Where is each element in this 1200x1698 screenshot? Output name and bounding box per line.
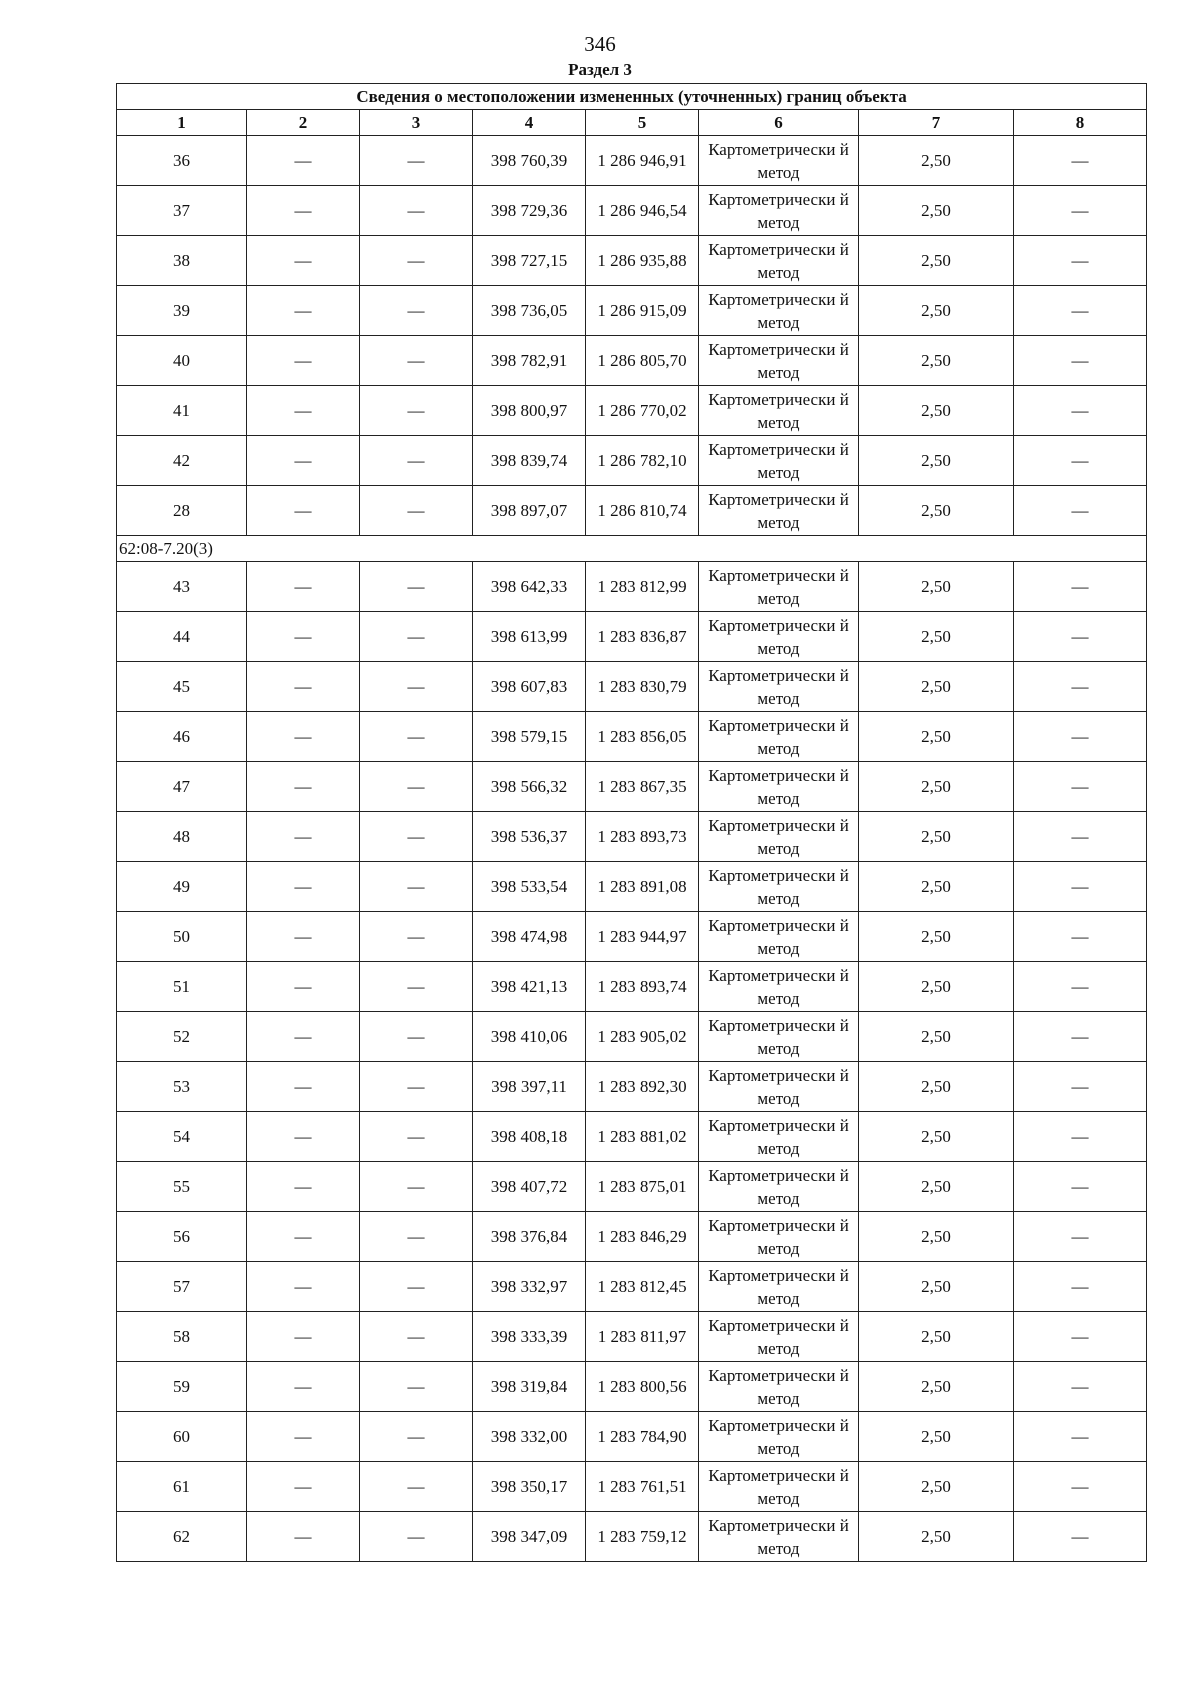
point-number-cell: 51 [117,962,247,1012]
column-3-cell: — [360,486,473,536]
x-coordinate-cell: 398 421,13 [473,962,586,1012]
x-coordinate-cell: 398 347,09 [473,1512,586,1562]
point-number-cell: 53 [117,1062,247,1112]
y-coordinate-cell: 1 283 893,73 [586,812,699,862]
x-coordinate-cell: 398 376,84 [473,1212,586,1262]
column-2-cell: — [247,912,360,962]
column-2-cell: — [247,136,360,186]
accuracy-cell: 2,50 [859,1062,1014,1112]
column-8-cell: — [1014,186,1147,236]
method-cell: Картометрически й метод [699,1462,859,1512]
accuracy-cell: 2,50 [859,1312,1014,1362]
column-8-cell: — [1014,562,1147,612]
column-8-cell: — [1014,136,1147,186]
column-3-cell: — [360,336,473,386]
column-2-cell: — [247,286,360,336]
y-coordinate-cell: 1 283 830,79 [586,662,699,712]
point-number-cell: 44 [117,612,247,662]
column-8-cell: — [1014,436,1147,486]
y-coordinate-cell: 1 283 891,08 [586,862,699,912]
y-coordinate-cell: 1 286 810,74 [586,486,699,536]
accuracy-cell: 2,50 [859,912,1014,962]
column-3-cell: — [360,386,473,436]
method-cell: Картометрически й метод [699,186,859,236]
y-coordinate-cell: 1 283 836,87 [586,612,699,662]
column-3-cell: — [360,436,473,486]
point-number-cell: 55 [117,1162,247,1212]
y-coordinate-cell: 1 283 800,56 [586,1362,699,1412]
accuracy-cell: 2,50 [859,562,1014,612]
table-row [117,1412,1147,1462]
table-row [117,1362,1147,1412]
table-caption: Сведения о местоположении измененных (уточненных) границ объекта [117,84,1147,110]
method-cell: Картометрически й метод [699,1362,859,1412]
column-8-cell: — [1014,1362,1147,1412]
table-row [117,1162,1147,1212]
point-number-cell: 43 [117,562,247,612]
point-number-cell: 28 [117,486,247,536]
x-coordinate-cell: 398 332,97 [473,1262,586,1312]
method-cell: Картометрически й метод [699,1412,859,1462]
x-coordinate-cell: 398 727,15 [473,236,586,286]
page-number: 346 [584,32,616,56]
column-8-cell: — [1014,1462,1147,1512]
method-cell: Картометрически й метод [699,1312,859,1362]
column-3-cell: — [360,1412,473,1462]
y-coordinate-cell: 1 283 892,30 [586,1062,699,1112]
method-cell: Картометрически й метод [699,286,859,336]
method-cell: Картометрически й метод [699,562,859,612]
column-8-cell: — [1014,1112,1147,1162]
column-8-cell: — [1014,1062,1147,1112]
column-3-cell: — [360,912,473,962]
column-2-cell: — [247,1212,360,1262]
x-coordinate-cell: 398 736,05 [473,286,586,336]
column-2-cell: — [247,1112,360,1162]
column-8-cell: — [1014,1212,1147,1262]
column-header-row [117,110,1147,136]
column-8-cell: — [1014,486,1147,536]
accuracy-cell: 2,50 [859,336,1014,386]
method-cell: Картометрически й метод [699,712,859,762]
column-3-cell: — [360,1012,473,1062]
table-body [117,136,1147,1562]
column-3-cell: — [360,762,473,812]
table-row [117,862,1147,912]
x-coordinate-cell: 398 397,11 [473,1062,586,1112]
accuracy-cell: 2,50 [859,236,1014,286]
point-number-cell: 38 [117,236,247,286]
x-coordinate-cell: 398 839,74 [473,436,586,486]
x-coordinate-cell: 398 332,00 [473,1412,586,1462]
x-coordinate-cell: 398 350,17 [473,1462,586,1512]
accuracy-cell: 2,50 [859,862,1014,912]
column-header-8: 8 [1014,110,1147,136]
method-cell: Картометрически й метод [699,336,859,386]
column-header-3: 3 [360,110,473,136]
point-number-cell: 56 [117,1212,247,1262]
column-header-7: 7 [859,110,1014,136]
column-3-cell: — [360,812,473,862]
x-coordinate-cell: 398 642,33 [473,562,586,612]
point-number-cell: 58 [117,1312,247,1362]
column-3-cell: — [360,186,473,236]
table-row [117,236,1147,286]
column-2-cell: — [247,386,360,436]
column-3-cell: — [360,862,473,912]
point-number-cell: 50 [117,912,247,962]
column-3-cell: — [360,286,473,336]
y-coordinate-cell: 1 283 893,74 [586,962,699,1012]
method-cell: Картометрически й метод [699,486,859,536]
x-coordinate-cell: 398 410,06 [473,1012,586,1062]
column-3-cell: — [360,662,473,712]
column-8-cell: — [1014,812,1147,862]
accuracy-cell: 2,50 [859,1412,1014,1462]
method-cell: Картометрически й метод [699,612,859,662]
x-coordinate-cell: 398 407,72 [473,1162,586,1212]
column-2-cell: — [247,562,360,612]
column-3-cell: — [360,712,473,762]
method-cell: Картометрически й метод [699,862,859,912]
accuracy-cell: 2,50 [859,712,1014,762]
y-coordinate-cell: 1 286 946,54 [586,186,699,236]
column-8-cell: — [1014,912,1147,962]
group-header-row [117,536,1147,562]
method-cell: Картометрически й метод [699,1062,859,1112]
point-number-cell: 40 [117,336,247,386]
x-coordinate-cell: 398 607,83 [473,662,586,712]
method-cell: Картометрически й метод [699,1012,859,1062]
point-number-cell: 39 [117,286,247,336]
y-coordinate-cell: 1 286 770,02 [586,386,699,436]
column-3-cell: — [360,1512,473,1562]
method-cell: Картометрически й метод [699,236,859,286]
column-2-cell: — [247,1362,360,1412]
y-coordinate-cell: 1 283 812,45 [586,1262,699,1312]
point-number-cell: 57 [117,1262,247,1312]
accuracy-cell: 2,50 [859,1212,1014,1262]
column-8-cell: — [1014,1262,1147,1312]
y-coordinate-cell: 1 283 944,97 [586,912,699,962]
table-row [117,1012,1147,1062]
column-3-cell: — [360,1362,473,1412]
y-coordinate-cell: 1 283 761,51 [586,1462,699,1512]
table-caption-row [117,84,1147,110]
table-row [117,912,1147,962]
accuracy-cell: 2,50 [859,386,1014,436]
column-3-cell: — [360,1312,473,1362]
y-coordinate-cell: 1 283 881,02 [586,1112,699,1162]
column-2-cell: — [247,812,360,862]
y-coordinate-cell: 1 286 946,91 [586,136,699,186]
table-row [117,962,1147,1012]
accuracy-cell: 2,50 [859,1462,1014,1512]
column-2-cell: — [247,862,360,912]
y-coordinate-cell: 1 283 812,99 [586,562,699,612]
x-coordinate-cell: 398 800,97 [473,386,586,436]
column-3-cell: — [360,1462,473,1512]
column-8-cell: — [1014,286,1147,336]
y-coordinate-cell: 1 286 782,10 [586,436,699,486]
point-number-cell: 47 [117,762,247,812]
column-8-cell: — [1014,1412,1147,1462]
y-coordinate-cell: 1 283 811,97 [586,1312,699,1362]
table-row [117,1062,1147,1112]
method-cell: Картометрически й метод [699,1512,859,1562]
accuracy-cell: 2,50 [859,1112,1014,1162]
accuracy-cell: 2,50 [859,1012,1014,1062]
accuracy-cell: 2,50 [859,612,1014,662]
column-2-cell: — [247,1162,360,1212]
method-cell: Картометрически й метод [699,386,859,436]
column-2-cell: — [247,236,360,286]
point-number-cell: 37 [117,186,247,236]
y-coordinate-cell: 1 283 875,01 [586,1162,699,1212]
accuracy-cell: 2,50 [859,436,1014,486]
column-2-cell: — [247,1412,360,1462]
point-number-cell: 36 [117,136,247,186]
column-2-cell: — [247,612,360,662]
column-8-cell: — [1014,1162,1147,1212]
accuracy-cell: 2,50 [859,186,1014,236]
method-cell: Картометрически й метод [699,962,859,1012]
method-cell: Картометрически й метод [699,912,859,962]
y-coordinate-cell: 1 286 915,09 [586,286,699,336]
method-cell: Картометрически й метод [699,1112,859,1162]
method-cell: Картометрически й метод [699,136,859,186]
column-3-cell: — [360,1162,473,1212]
column-header-4: 4 [473,110,586,136]
column-3-cell: — [360,136,473,186]
column-8-cell: — [1014,762,1147,812]
x-coordinate-cell: 398 408,18 [473,1112,586,1162]
column-header-1: 1 [117,110,247,136]
table-row [117,1312,1147,1362]
column-8-cell: — [1014,662,1147,712]
column-2-cell: — [247,762,360,812]
table-row [117,1112,1147,1162]
column-3-cell: — [360,562,473,612]
method-cell: Картометрически й метод [699,812,859,862]
point-number-cell: 46 [117,712,247,762]
point-number-cell: 62 [117,1512,247,1562]
accuracy-cell: 2,50 [859,286,1014,336]
table-row [117,336,1147,386]
accuracy-cell: 2,50 [859,1162,1014,1212]
x-coordinate-cell: 398 613,99 [473,612,586,662]
point-number-cell: 59 [117,1362,247,1412]
x-coordinate-cell: 398 333,39 [473,1312,586,1362]
table-row [117,662,1147,712]
column-3-cell: — [360,1262,473,1312]
method-cell: Картометрически й метод [699,762,859,812]
column-2-cell: — [247,336,360,386]
x-coordinate-cell: 398 536,37 [473,812,586,862]
column-2-cell: — [247,1062,360,1112]
table-row [117,562,1147,612]
y-coordinate-cell: 1 286 805,70 [586,336,699,386]
column-2-cell: — [247,1312,360,1362]
method-cell: Картометрически й метод [699,1162,859,1212]
accuracy-cell: 2,50 [859,762,1014,812]
column-8-cell: — [1014,1312,1147,1362]
table-row [117,386,1147,436]
table-row [117,286,1147,336]
column-8-cell: — [1014,386,1147,436]
column-3-cell: — [360,1112,473,1162]
column-2-cell: — [247,1462,360,1512]
column-3-cell: — [360,236,473,286]
column-8-cell: — [1014,962,1147,1012]
table-row [117,1462,1147,1512]
y-coordinate-cell: 1 283 846,29 [586,1212,699,1262]
y-coordinate-cell: 1 283 856,05 [586,712,699,762]
table-row [117,1512,1147,1562]
table-row [117,186,1147,236]
table-row [117,812,1147,862]
boundary-coordinates-table [116,83,1147,1562]
table-row [117,712,1147,762]
column-3-cell: — [360,1062,473,1112]
accuracy-cell: 2,50 [859,812,1014,862]
table-row [117,762,1147,812]
x-coordinate-cell: 398 579,15 [473,712,586,762]
column-2-cell: — [247,1262,360,1312]
x-coordinate-cell: 398 533,54 [473,862,586,912]
section-title: Раздел 3 [568,60,632,79]
table-row [117,1212,1147,1262]
point-number-cell: 49 [117,862,247,912]
column-header-2: 2 [247,110,360,136]
y-coordinate-cell: 1 286 935,88 [586,236,699,286]
y-coordinate-cell: 1 283 905,02 [586,1012,699,1062]
table-row [117,436,1147,486]
method-cell: Картометрически й метод [699,436,859,486]
column-3-cell: — [360,962,473,1012]
y-coordinate-cell: 1 283 867,35 [586,762,699,812]
group-label: 62:08-7.20(3) [117,536,1147,562]
table-row [117,136,1147,186]
column-8-cell: — [1014,1012,1147,1062]
column-2-cell: — [247,712,360,762]
column-header-5: 5 [586,110,699,136]
column-2-cell: — [247,436,360,486]
table-row [117,486,1147,536]
x-coordinate-cell: 398 897,07 [473,486,586,536]
column-8-cell: — [1014,612,1147,662]
point-number-cell: 45 [117,662,247,712]
column-2-cell: — [247,186,360,236]
column-header-6: 6 [699,110,859,136]
column-2-cell: — [247,486,360,536]
point-number-cell: 41 [117,386,247,436]
column-2-cell: — [247,1512,360,1562]
point-number-cell: 60 [117,1412,247,1462]
accuracy-cell: 2,50 [859,962,1014,1012]
point-number-cell: 54 [117,1112,247,1162]
column-8-cell: — [1014,712,1147,762]
y-coordinate-cell: 1 283 759,12 [586,1512,699,1562]
x-coordinate-cell: 398 474,98 [473,912,586,962]
accuracy-cell: 2,50 [859,1362,1014,1412]
column-3-cell: — [360,612,473,662]
accuracy-cell: 2,50 [859,136,1014,186]
method-cell: Картометрически й метод [699,662,859,712]
accuracy-cell: 2,50 [859,486,1014,536]
method-cell: Картометрически й метод [699,1262,859,1312]
x-coordinate-cell: 398 782,91 [473,336,586,386]
method-cell: Картометрически й метод [699,1212,859,1262]
table-row [117,1262,1147,1312]
column-8-cell: — [1014,862,1147,912]
point-number-cell: 61 [117,1462,247,1512]
column-3-cell: — [360,1212,473,1262]
x-coordinate-cell: 398 566,32 [473,762,586,812]
accuracy-cell: 2,50 [859,1262,1014,1312]
point-number-cell: 42 [117,436,247,486]
x-coordinate-cell: 398 760,39 [473,136,586,186]
accuracy-cell: 2,50 [859,662,1014,712]
column-8-cell: — [1014,236,1147,286]
column-8-cell: — [1014,1512,1147,1562]
column-8-cell: — [1014,336,1147,386]
x-coordinate-cell: 398 319,84 [473,1362,586,1412]
column-2-cell: — [247,662,360,712]
x-coordinate-cell: 398 729,36 [473,186,586,236]
column-2-cell: — [247,1012,360,1062]
y-coordinate-cell: 1 283 784,90 [586,1412,699,1462]
accuracy-cell: 2,50 [859,1512,1014,1562]
point-number-cell: 52 [117,1012,247,1062]
column-2-cell: — [247,962,360,1012]
point-number-cell: 48 [117,812,247,862]
table-row [117,612,1147,662]
